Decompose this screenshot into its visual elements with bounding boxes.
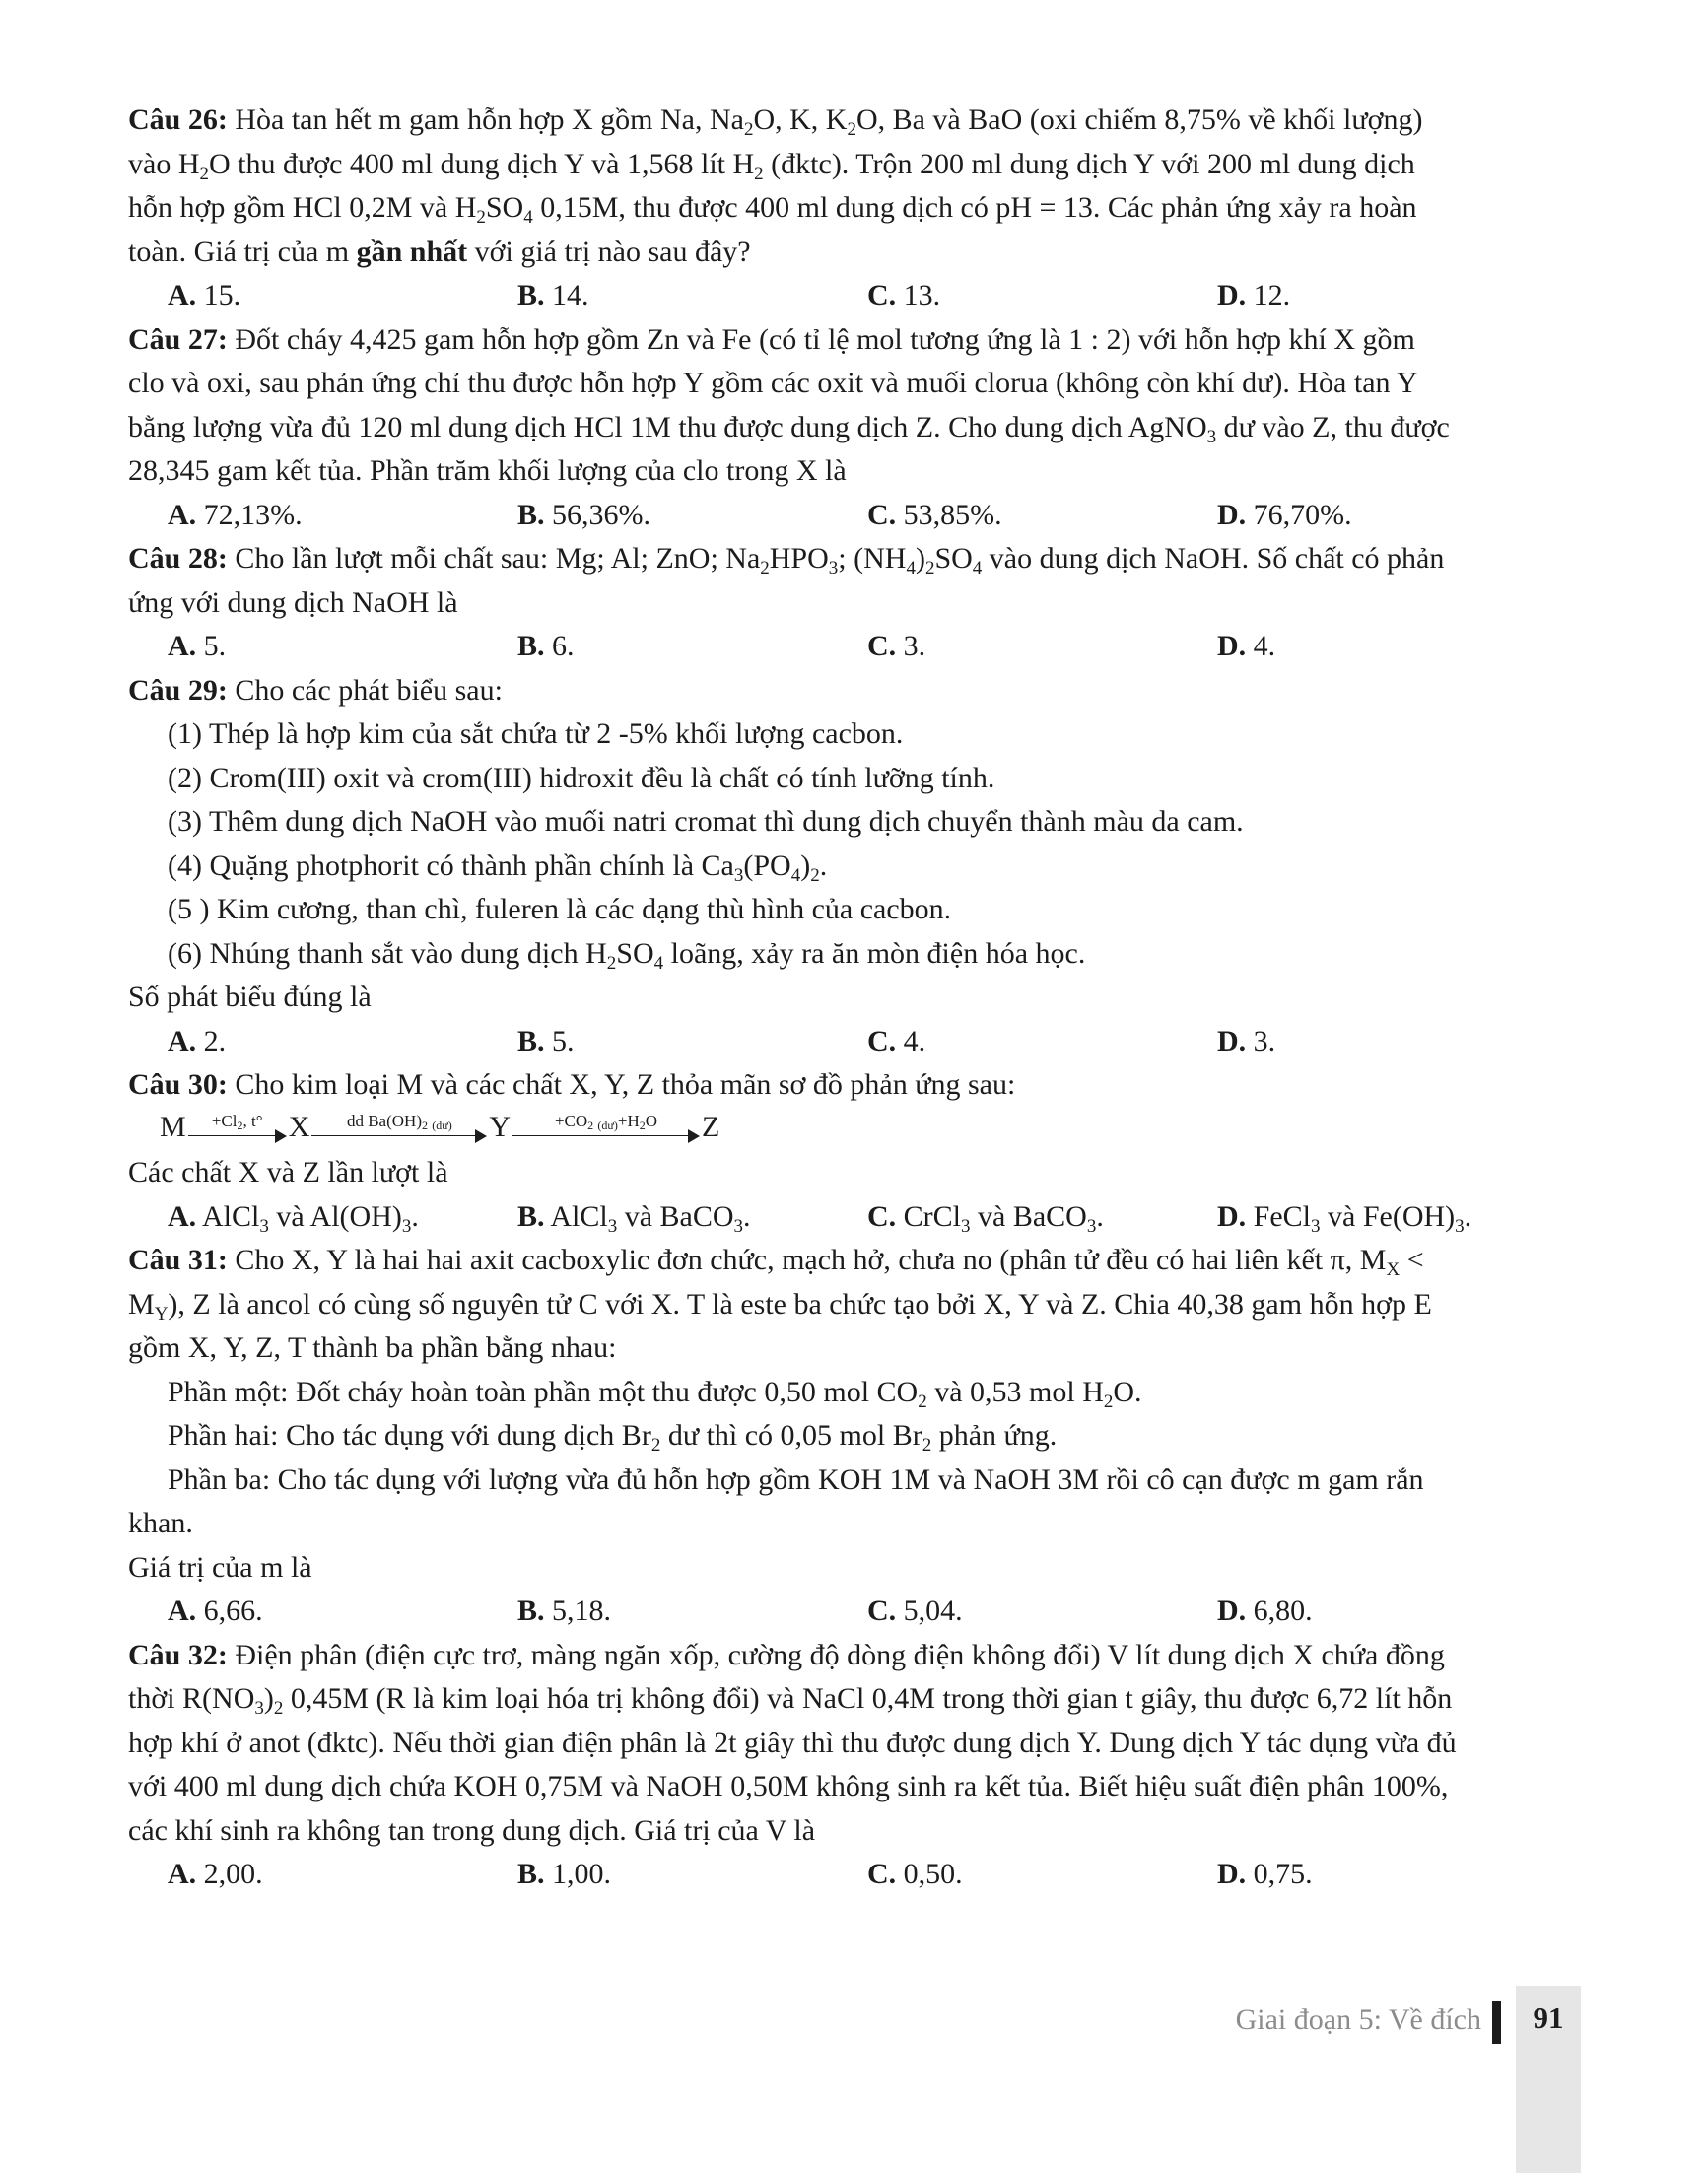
- option-d: [1217, 1590, 1567, 1634]
- option-letter: D.: [1217, 279, 1247, 311]
- question-q27: [128, 318, 1597, 538]
- answer-options: [128, 625, 1597, 669]
- option-text: 1,00.: [544, 1858, 612, 1890]
- option-c: [867, 1590, 1217, 1634]
- question-stem: Cho lần lượt mỗi chất sau: Mg; Al; ZnO; $Na_2HPO_3$; $(NH_4)_2SO_4$ vào dung dịch NaOH. Số chất có phản: [227, 542, 1445, 578]
- option-d: [1217, 1853, 1567, 1897]
- page-number: 91: [1533, 2001, 1564, 2035]
- statement: (1) Thép là hợp kim của sắt chứa từ 2 -5% khối lượng cacbon.: [168, 717, 904, 750]
- option-text: 3.: [896, 630, 926, 662]
- option-letter: C.: [867, 279, 897, 311]
- statement: (4) Quặng photphorit có thành phần chính là $Ca_3(PO_4)_2$.: [168, 849, 828, 886]
- option-text: 2.: [196, 1024, 227, 1057]
- option-text: CrCl$_3$ và BaCO$_3$.: [896, 1199, 1104, 1237]
- option-letter: A.: [168, 1024, 197, 1057]
- question-number: Câu 30:: [128, 1068, 228, 1101]
- option-text: 5,04.: [896, 1595, 963, 1627]
- question-stem: Cho X, Y là hai hai axit cacboxylic đơn chức, mạch hở, chưa no (phân tử đều có hai liên kết π, $M_X$ <: [227, 1244, 1424, 1280]
- arrow-head-icon: [275, 1129, 287, 1143]
- option-text: 0,50.: [896, 1858, 963, 1890]
- arrow-line: [188, 1135, 277, 1136]
- option-text: 5,18.: [544, 1595, 612, 1627]
- option-c: [867, 494, 1217, 538]
- option-d: [1217, 274, 1567, 318]
- option-letter: B.: [517, 1858, 545, 1890]
- option-letter: A.: [168, 498, 197, 531]
- question-prompt: Số phát biểu đúng là: [128, 981, 372, 1013]
- option-a: [168, 625, 517, 669]
- option-text: 5.: [544, 1024, 575, 1057]
- question-text-line: vào $H_2O$ thu được 400 ml dung dịch Y và 1,568 lít $H_2$ (đktc). Trộn 200 ml dung dịch Y với 200 ml dung dịch: [128, 147, 1415, 184]
- option-b: [517, 625, 867, 669]
- option-a: [168, 1853, 517, 1897]
- question-text-line: $M_Y$), Z là ancol có cùng số nguyên tử C với X. T là este ba chức tạo bởi X, Y và Z. Chia 40,38 gam hỗn hợp E: [128, 1287, 1432, 1324]
- option-text: 6,66.: [196, 1595, 263, 1627]
- option-text: 3.: [1246, 1024, 1276, 1057]
- option-letter: D.: [1217, 1595, 1247, 1627]
- question-text-line: bằng lượng vừa đủ 120 ml dung dịch HCl 1M thu được dung dịch Z. Cho dung dịch AgNO$_3$ dư vào Z, thu được: [128, 410, 1450, 447]
- question-text-line: [128, 99, 1597, 143]
- question-stem: Cho các phát biểu sau:: [227, 673, 503, 707]
- option-letter: B.: [517, 1595, 545, 1627]
- arrow-head-icon: [475, 1129, 487, 1143]
- question-number: Câu 32:: [128, 1638, 228, 1671]
- option-text: 15.: [196, 279, 241, 311]
- reaction-arrow: [311, 1108, 487, 1151]
- option-letter: C.: [867, 1858, 897, 1890]
- option-letter: D.: [1217, 498, 1247, 531]
- question-text-line: thời $R(NO_3)_2$ 0,45M (R là kim loại hóa trị không đổi) và NaCl 0,4M trong thời gian t giây, thu được 6,72 lít hỗn: [128, 1682, 1453, 1719]
- option-letter: C.: [867, 1199, 897, 1233]
- question-text-line: hỗn hợp gồm HCl 0,2M và $H_2SO_4$ 0,15M, thu được 400 ml dung dịch có pH = 13. Các phản ứng xảy ra hoàn: [128, 191, 1417, 228]
- option-text: 6,80.: [1246, 1595, 1313, 1627]
- option-letter: C.: [867, 1595, 897, 1627]
- option-letter: B.: [517, 498, 545, 531]
- option-text: 4.: [1246, 630, 1276, 662]
- option-b: [517, 494, 867, 538]
- question-text-line: [128, 1239, 1597, 1283]
- species-Z: Z: [702, 1110, 720, 1143]
- statement: Phần ba: Cho tác dụng với lượng vừa đủ hỗn hợp gồm KOH 1M và NaOH 3M rồi cô cạn được m gam rắn: [168, 1462, 1424, 1496]
- option-letter: D.: [1217, 1199, 1247, 1233]
- option-b: [517, 1195, 867, 1240]
- option-letter: A.: [168, 1199, 197, 1233]
- question-q30: [128, 1063, 1597, 1239]
- option-text: 5.: [196, 630, 227, 662]
- species-Y: Y: [489, 1110, 512, 1143]
- option-letter: C.: [867, 498, 897, 531]
- answer-options: [128, 1195, 1597, 1240]
- option-a: [168, 1020, 517, 1064]
- option-text: 12.: [1246, 279, 1291, 311]
- option-text: 6.: [544, 630, 575, 662]
- answer-options: [128, 1590, 1597, 1634]
- statement: (5 ) Kim cương, than chì, fuleren là các dạng thù hình của cacbon.: [168, 893, 952, 925]
- option-d: [1217, 1020, 1567, 1064]
- question-text-line: các khí sinh ra không tan trong dung dịch. Giá trị của V là: [128, 1813, 816, 1847]
- option-b: [517, 1853, 867, 1897]
- species-X: X: [288, 1110, 310, 1143]
- question-q31: [128, 1239, 1597, 1634]
- arrow-line: [311, 1135, 477, 1136]
- question-list: [128, 99, 1597, 1897]
- arrow-head-icon: [688, 1129, 700, 1143]
- question-text-line: [128, 669, 1597, 713]
- option-letter: B.: [517, 630, 545, 662]
- question-text-line: với 400 ml dung dịch chứa KOH 0,75M và NaOH 0,50M không sinh ra kết tủa. Biết hiệu suất điện phân 100%,: [128, 1770, 1449, 1802]
- option-d: [1217, 1195, 1567, 1240]
- option-text: 13.: [896, 279, 941, 311]
- option-text: 72,13%.: [196, 498, 303, 531]
- arrow-line: [512, 1135, 690, 1136]
- option-text: 0,75.: [1246, 1858, 1313, 1890]
- footer-divider-bar: [1492, 2001, 1501, 2044]
- answer-options: [128, 1020, 1597, 1064]
- question-text-line: hợp khí ở anot (đktc). Nếu thời gian điện phân là 2t giây thì thu được dung dịch Y. Dung dịch Y tác dụng vừa đủ: [128, 1726, 1457, 1759]
- option-c: [867, 1020, 1217, 1064]
- option-c: [867, 274, 1217, 318]
- question-prompt: Các chất X và Z lần lượt là: [128, 1156, 448, 1188]
- question-text-line: [128, 1063, 1597, 1108]
- statement: Phần hai: Cho tác dụng với dung dịch $Br_2$ dư thì có 0,05 mol $Br_2$ phản ứng.: [168, 1419, 1058, 1456]
- arrow-condition: $+CO_2$ $_{(dư)}+H_2O$: [554, 1112, 658, 1132]
- statement: (2) Crom(III) oxit và crom(III) hidroxit đều là chất có tính lưỡng tính.: [168, 761, 995, 794]
- option-text: 14.: [544, 279, 589, 311]
- option-b: [517, 274, 867, 318]
- question-number: Câu 27:: [128, 322, 228, 356]
- option-d: [1217, 494, 1567, 538]
- option-b: [517, 1590, 867, 1634]
- option-letter: C.: [867, 630, 897, 662]
- option-text: AlCl$_3$ và $Al(OH)_3$.: [196, 1199, 419, 1237]
- reaction-scheme: [128, 1108, 1597, 1152]
- option-letter: D.: [1217, 630, 1247, 662]
- statement: (3) Thêm dung dịch NaOH vào muối natri cromat thì dung dịch chuyển thành màu da cam.: [168, 805, 1244, 838]
- question-number: Câu 31:: [128, 1244, 228, 1276]
- question-q29: [128, 669, 1597, 1064]
- option-letter: D.: [1217, 1858, 1247, 1890]
- question-number: Câu 29:: [128, 673, 228, 707]
- option-c: [867, 625, 1217, 669]
- option-c: [867, 1853, 1217, 1897]
- option-letter: C.: [867, 1024, 897, 1057]
- question-prompt: Giá trị của m là: [128, 1550, 312, 1584]
- answer-options: [128, 494, 1597, 538]
- option-letter: A.: [168, 279, 197, 311]
- question-text-line: gồm X, Y, Z, T thành ba phần bằng nhau:: [128, 1331, 617, 1364]
- question-text-line: toàn. Giá trị của m gần nhất với giá trị nào sau đây?: [128, 235, 751, 268]
- option-letter: B.: [517, 1199, 545, 1233]
- option-text: 2,00.: [196, 1858, 263, 1890]
- answer-options: [128, 1853, 1597, 1897]
- option-letter: A.: [168, 630, 197, 662]
- reaction-arrow: [188, 1108, 287, 1151]
- question-text-line: ứng với dung dịch NaOH là: [128, 585, 458, 619]
- option-text: FeCl$_3$ và $Fe(OH)_3$.: [1246, 1199, 1472, 1237]
- question-text-line: [128, 1634, 1597, 1678]
- question-text-line: clo và oxi, sau phản ứng chỉ thu được hỗn hợp Y gồm các oxit và muối clorua (không còn khí dư). Hòa tan Y: [128, 367, 1418, 399]
- option-letter: A.: [168, 1595, 197, 1627]
- option-text: 4.: [896, 1024, 926, 1057]
- answer-options: [128, 274, 1597, 318]
- reaction-arrow: [512, 1108, 700, 1151]
- question-prompt: khan.: [128, 1507, 193, 1539]
- option-text: 53,85%.: [896, 498, 1002, 531]
- question-q28: [128, 537, 1597, 669]
- option-text: 76,70%.: [1246, 498, 1352, 531]
- question-text-line: [128, 318, 1597, 363]
- option-letter: A.: [168, 1858, 197, 1890]
- option-a: [168, 274, 517, 318]
- section-title: Giai đoạn 5: Về đích: [1235, 2003, 1481, 2036]
- option-a: [168, 1590, 517, 1634]
- question-text-line: 28,345 gam kết tủa. Phần trăm khối lượng của clo trong X là: [128, 454, 847, 487]
- question-q32: [128, 1634, 1597, 1897]
- option-letter: D.: [1217, 1024, 1247, 1057]
- option-d: [1217, 625, 1567, 669]
- option-text: AlCl$_3$ và BaCO$_3$.: [544, 1199, 751, 1237]
- question-stem: Hòa tan hết m gam hỗn hợp X gồm Na, $Na_2O$, K, $K_2O$, Ba và BaO (oxi chiếm 8,75% về khối lượng): [227, 103, 1423, 140]
- arrow-condition: dd $Ba(OH)_2$ $_{(dư)}$: [346, 1112, 452, 1132]
- option-letter: B.: [517, 1024, 545, 1057]
- statement: Phần một: Đốt cháy hoàn toàn phần một thu được 0,50 mol $CO_2$ và 0,53 mol $H_2O$.: [168, 1375, 1142, 1412]
- option-c: [867, 1195, 1217, 1240]
- option-a: [168, 494, 517, 538]
- option-b: [517, 1020, 867, 1064]
- question-stem: Điện phân (điện cực trơ, màng ngăn xốp, cường độ dòng điện không đổi) V lít dung dịch X chứa đồng: [227, 1638, 1445, 1671]
- arrow-condition: $+Cl_2$, t°: [211, 1112, 263, 1132]
- question-number: Câu 26:: [128, 103, 228, 136]
- option-letter: B.: [517, 279, 545, 311]
- option-text: 56,36%.: [544, 498, 651, 531]
- question-text-line: [128, 537, 1597, 581]
- species-M: M: [160, 1110, 186, 1143]
- question-q26: [128, 99, 1597, 318]
- question-stem: Đốt cháy 4,425 gam hỗn hợp gồm Zn và Fe (có tỉ lệ mol tương ứng là 1 : 2) với hỗn hợp khí X gồm: [227, 322, 1415, 356]
- statement: (6) Nhúng thanh sắt vào dung dịch $H_2SO_4$ loãng, xảy ra ăn mòn điện hóa học.: [168, 936, 1086, 974]
- question-stem: Cho kim loại M và các chất X, Y, Z thỏa mãn sơ đồ phản ứng sau:: [227, 1068, 1016, 1101]
- question-number: Câu 28:: [128, 542, 228, 575]
- option-a: [168, 1195, 517, 1240]
